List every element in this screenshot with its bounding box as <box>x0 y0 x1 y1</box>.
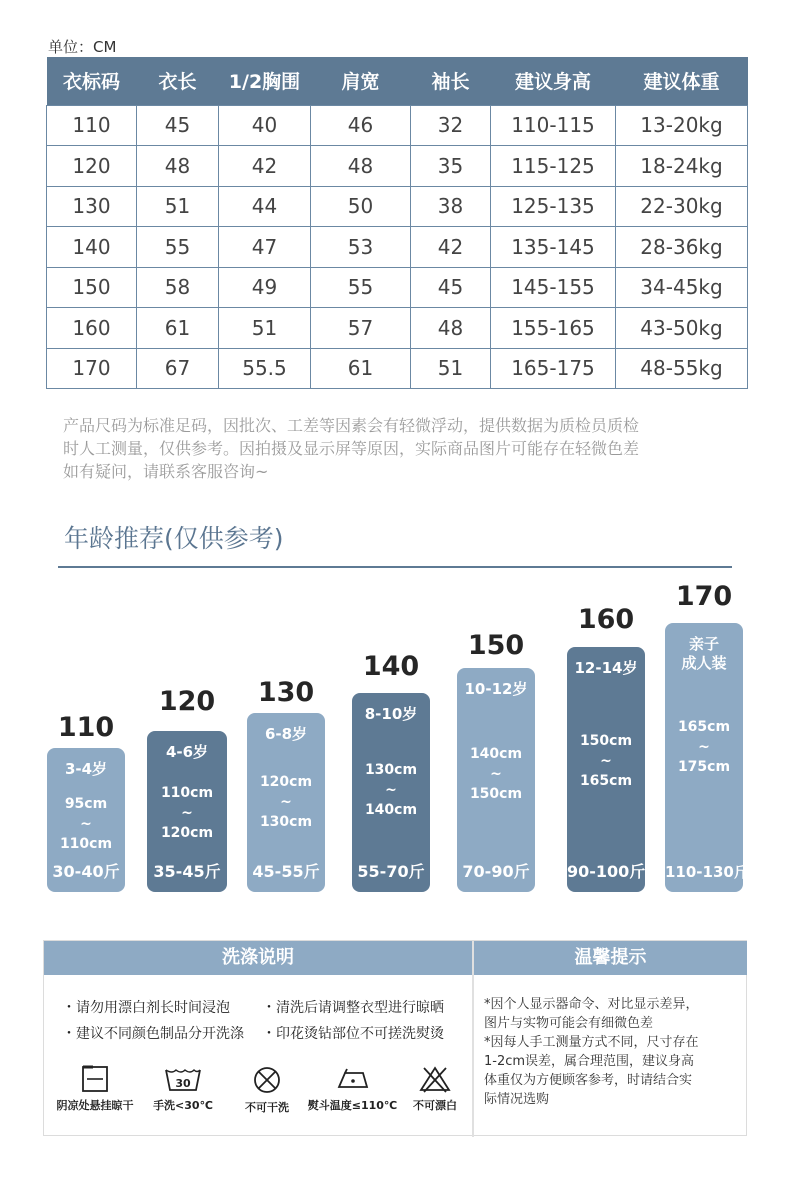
size-cell: 53 <box>311 227 411 268</box>
size-cell: 49 <box>219 267 311 308</box>
care-panel <box>43 940 747 1136</box>
wash-item: ・请勿用漂白剂长时间浸泡 <box>62 1000 230 1016</box>
bar-age: 12-14岁 <box>574 659 638 677</box>
size-cell: 42 <box>411 227 491 268</box>
bar-height-line: 130cm <box>364 761 418 778</box>
bar-height-range <box>47 794 125 854</box>
size-cell: 43-50kg <box>616 308 748 349</box>
size-cell: 130 <box>47 186 137 227</box>
age-section-title: 年龄推荐(仅供参考) <box>64 524 284 553</box>
note-line: 如有疑问，请联系客服咨询~ <box>63 462 269 481</box>
size-cell: 46 <box>311 105 411 146</box>
size-cell: 160 <box>47 308 137 349</box>
size-cell: 145-155 <box>491 267 616 308</box>
tip-line: *因个人显示器命令、对比显示差异， <box>484 997 699 1012</box>
age-bar <box>147 731 227 892</box>
bar-height-range <box>247 772 325 832</box>
wash-item: ・建议不同颜色制品分开洗涤 <box>62 1026 244 1042</box>
bar-age: 8-10岁 <box>364 705 418 723</box>
bar-size-label: 150 <box>467 630 525 661</box>
bar-age: 10-12岁 <box>464 680 528 698</box>
bar-size-label: 120 <box>158 686 216 717</box>
no-bleach-icon <box>402 1065 468 1113</box>
bar-height-line: ~ <box>280 794 292 811</box>
age-bar <box>567 647 645 892</box>
size-row <box>47 105 748 146</box>
size-cell: 22-30kg <box>616 186 748 227</box>
size-cell: 40 <box>219 105 311 146</box>
size-cell: 28-36kg <box>616 227 748 268</box>
size-cell: 155-165 <box>491 308 616 349</box>
hand-wash-icon <box>148 1065 218 1113</box>
tip-line: 际情况选购 <box>484 1092 550 1107</box>
bar-weight: 30-40斤 <box>52 862 120 881</box>
size-cell: 44 <box>219 186 311 227</box>
bar-height-line: 110cm <box>59 836 113 852</box>
size-cell: 48 <box>411 308 491 349</box>
bar-height-line: 120cm <box>160 825 214 842</box>
header-weight: 建议体重 <box>616 57 748 105</box>
header-shoulder: 肩宽 <box>311 57 411 105</box>
tip-line: 体重仅为方便顾客参考，时请结合实 <box>484 1073 693 1088</box>
bar-height-line: 110cm <box>160 785 214 802</box>
age-bar <box>665 623 749 892</box>
bar-age: 4-6岁 <box>165 743 209 761</box>
tip-line: 1-2cm误差，属合理范围，建议身高 <box>484 1054 695 1069</box>
header-size-code: 衣标码 <box>47 57 137 105</box>
bar-age: 3-4岁 <box>64 760 108 778</box>
bar-weight: 90-100斤 <box>567 862 646 881</box>
size-cell: 34-45kg <box>616 267 748 308</box>
size-cell: 45 <box>137 105 219 146</box>
bar-height-range <box>352 760 430 820</box>
panel-divider <box>472 941 474 1137</box>
bar-size-label: 110 <box>57 712 115 743</box>
age-bar <box>457 668 535 892</box>
size-cell: 57 <box>311 308 411 349</box>
size-cell: 48 <box>311 146 411 187</box>
size-cell: 42 <box>219 146 311 187</box>
size-row <box>47 267 748 308</box>
size-cell: 48-55kg <box>616 348 748 389</box>
size-cell: 61 <box>137 308 219 349</box>
size-cell: 55 <box>137 227 219 268</box>
size-cell: 48 <box>137 146 219 187</box>
bar-height-line: ~ <box>385 781 397 798</box>
bar-size-label: 160 <box>577 604 635 635</box>
size-cell: 45 <box>411 267 491 308</box>
shade-dry-icon <box>50 1065 140 1113</box>
bar-height-line: ~ <box>490 766 502 783</box>
icon-label: 阴凉处悬挂晾干 <box>56 1099 134 1112</box>
bar-height-range <box>457 744 535 804</box>
size-cell: 58 <box>137 267 219 308</box>
hand-wash-temp: 30 <box>175 1077 191 1090</box>
bar-age: 6-8岁 <box>264 725 308 743</box>
size-cell: 135-145 <box>491 227 616 268</box>
header-length: 衣长 <box>137 57 219 105</box>
wash-item: ・清洗后请调整衣型进行晾晒 <box>262 1000 444 1016</box>
size-table <box>46 57 748 389</box>
bar-size-label: 130 <box>257 677 315 708</box>
size-cell: 165-175 <box>491 348 616 389</box>
size-cell: 115-125 <box>491 146 616 187</box>
size-table-header-row <box>47 57 748 105</box>
size-cell: 170 <box>47 348 137 389</box>
bar-weight: 35-45斤 <box>153 862 221 881</box>
bar-height-range <box>665 717 743 777</box>
size-cell: 125-135 <box>491 186 616 227</box>
size-cell: 67 <box>137 348 219 389</box>
size-cell: 47 <box>219 227 311 268</box>
size-row <box>47 186 748 227</box>
size-cell: 110 <box>47 105 137 146</box>
bar-height-line: 140cm <box>469 746 523 763</box>
size-cell: 18-24kg <box>616 146 748 187</box>
size-row <box>47 348 748 389</box>
size-cell: 51 <box>219 308 311 349</box>
bar-height-range <box>147 783 227 843</box>
tip-line: 图片与实物可能会有细微色差 <box>484 1016 654 1031</box>
size-cell: 35 <box>411 146 491 187</box>
bar-height-line: ~ <box>698 738 710 755</box>
note-line: 产品尺码为标准足码，因批次、工差等因素会有轻微浮动，提供数据为质检员质检 <box>63 416 640 435</box>
wash-item: ・印花烫钻部位不可搓洗熨烫 <box>262 1026 444 1042</box>
icon-label: 熨斗温度≤110℃ <box>307 1099 398 1112</box>
size-cell: 150 <box>47 267 137 308</box>
bar-height-line: 150cm <box>469 786 523 803</box>
bar-height-line: 175cm <box>677 758 731 775</box>
bar-weight: 55-70斤 <box>357 862 425 881</box>
header-height: 建议身高 <box>491 57 616 105</box>
size-cell: 140 <box>47 227 137 268</box>
size-cell: 61 <box>311 348 411 389</box>
wash-title: 洗涤说明 <box>44 941 472 975</box>
size-cell: 38 <box>411 186 491 227</box>
unit-label: 单位：CM <box>48 38 117 56</box>
icon-label: 不可漂白 <box>413 1099 457 1112</box>
size-cell: 110-115 <box>491 105 616 146</box>
size-cell: 51 <box>137 186 219 227</box>
bar-weight: 110-130斤 <box>665 863 749 881</box>
size-row <box>47 308 748 349</box>
age-section-divider <box>58 566 732 568</box>
size-cell: 51 <box>411 348 491 389</box>
iron-icon <box>300 1065 405 1113</box>
bar-height-line: ~ <box>80 816 92 832</box>
tip-line: *因每人手工测量方式不同，尺寸存在 <box>484 1035 699 1050</box>
age-bar <box>247 713 325 892</box>
bar-height-range <box>567 731 645 791</box>
tips-text <box>484 995 739 1109</box>
bar-height-line: 130cm <box>259 814 313 831</box>
no-dry-clean-icon <box>232 1065 302 1115</box>
age-bar <box>47 748 125 892</box>
size-row <box>47 227 748 268</box>
size-row <box>47 146 748 187</box>
size-cell: 50 <box>311 186 411 227</box>
note-line: 时人工测量，仅供参考。因拍摄及显示屏等原因，实际商品图片可能存在轻微色差 <box>63 439 640 458</box>
bar-height-line: ~ <box>600 753 612 770</box>
size-cell: 32 <box>411 105 491 146</box>
icon-label: 不可干洗 <box>245 1101 289 1114</box>
tips-title: 温馨提示 <box>474 941 747 975</box>
size-cell: 120 <box>47 146 137 187</box>
bar-weight: 70-90斤 <box>462 862 530 881</box>
bar-height-line: 140cm <box>364 801 418 818</box>
size-cell: 55.5 <box>219 348 311 389</box>
bar-age: 亲子 成人装 <box>681 635 727 672</box>
bar-height-line: ~ <box>181 805 193 822</box>
size-cell: 13-20kg <box>616 105 748 146</box>
bar-weight: 45-55斤 <box>252 862 320 881</box>
bar-size-label: 140 <box>362 651 420 682</box>
bar-height-line: 120cm <box>259 774 313 791</box>
age-bar <box>352 693 430 892</box>
bar-height-line: 95cm <box>64 796 108 812</box>
header-half-chest: 1/2胸围 <box>219 57 311 105</box>
bar-size-label: 170 <box>675 581 733 612</box>
header-sleeve: 袖长 <box>411 57 491 105</box>
icon-label: 手洗<30℃ <box>153 1099 213 1112</box>
size-disclaimer <box>63 414 743 483</box>
bar-height-line: 150cm <box>579 733 633 750</box>
size-cell: 55 <box>311 267 411 308</box>
bar-height-line: 165cm <box>579 773 633 790</box>
bar-height-line: 165cm <box>677 718 731 735</box>
